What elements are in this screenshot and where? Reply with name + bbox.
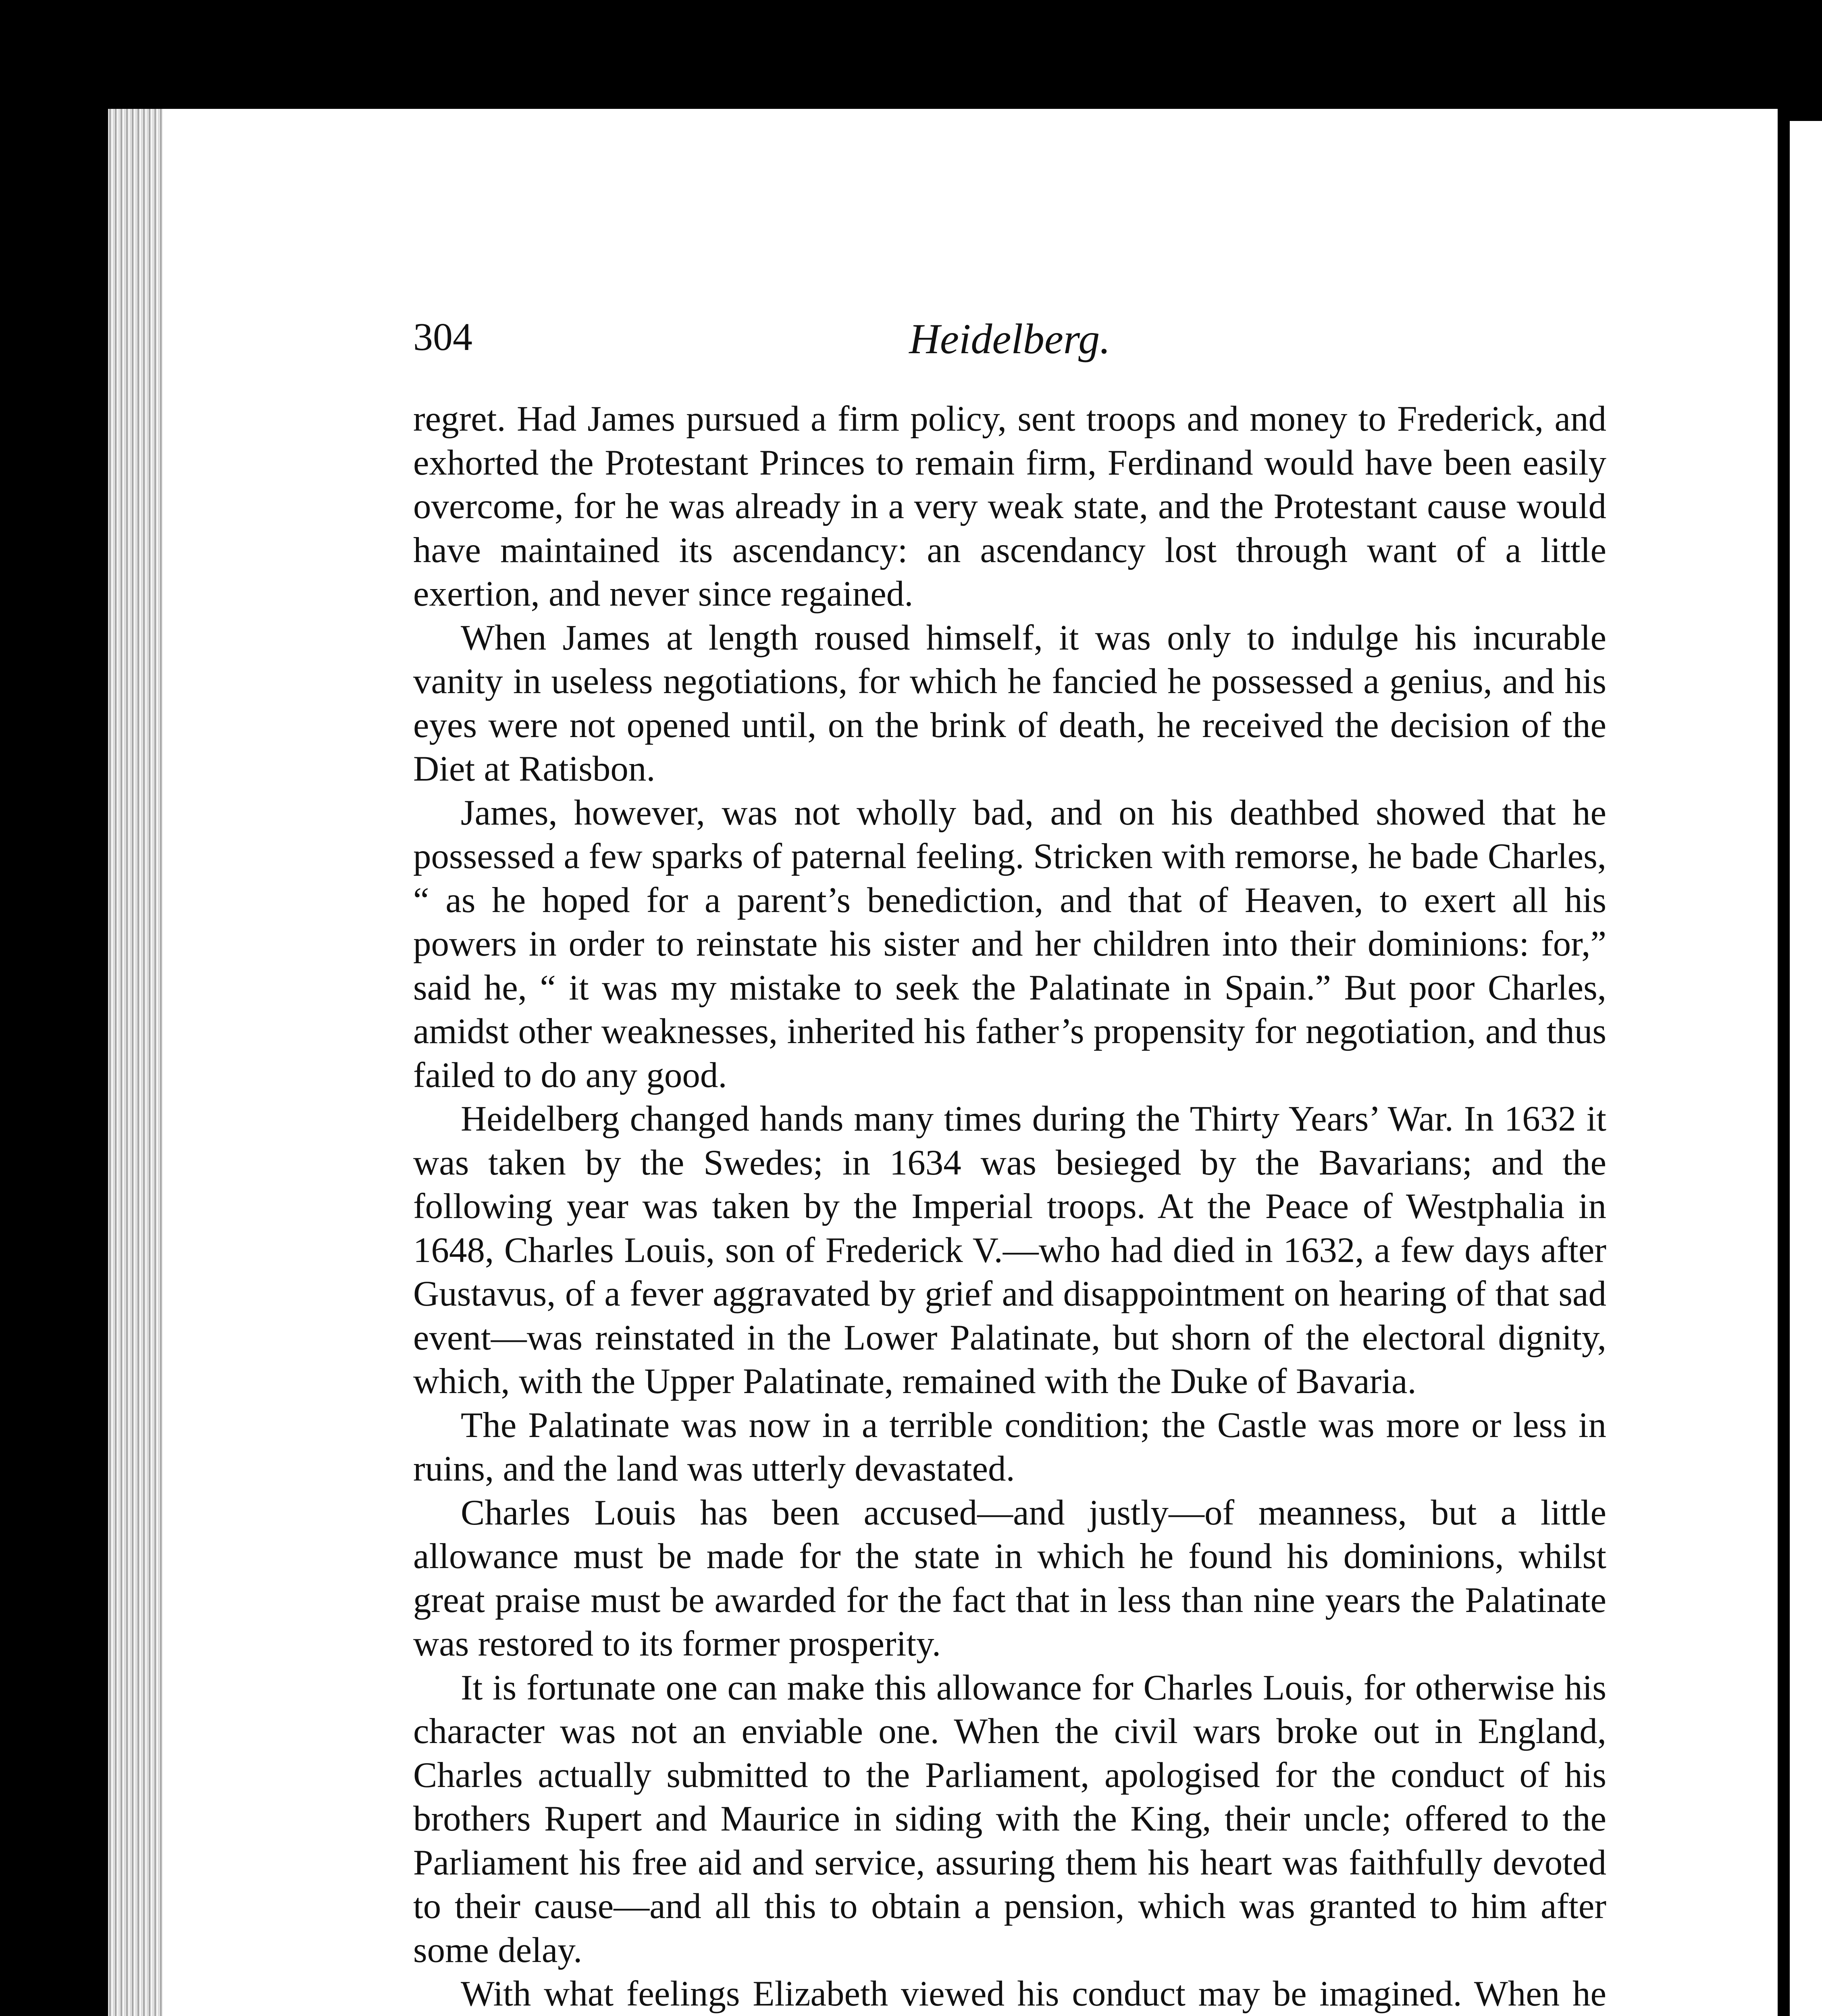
paragraph: The Palatinate was now in a terrible condition; the Castle was more or less in ruins, and the land was utterly devastated. <box>413 1405 1606 1489</box>
running-head: Heidelberg. <box>909 315 1111 362</box>
paragraph: regret. Had James pursued a firm policy, sent troops and money to Frederick, and exhorted the Protestant Princes to remain firm, Ferdinand would have been easily overcome, for he was already in a very weak state, and the Protestant cause would have maintained its ascendancy: an ascendancy lost through want of a little exertion, and never since regained. <box>413 399 1606 614</box>
paragraph: James, however, was not wholly bad, and on his deathbed showed that he possessed a few sparks of paternal feeling. Stricken with remorse, he bade Charles, “ as he hoped for a parent’s benediction, and that of Heaven, to exert all his powers in order to reinstate his sister and her children into their dominions: for,” said he, “ it was my mistake to seek the Palatinate in Spain.” But poor Charles, amidst other weaknesses, inherited his father’s propensity for negotiation, and thus failed to do any good. <box>413 793 1606 1095</box>
facing-page-edge <box>1790 121 1822 2016</box>
page-header <box>413 314 1606 367</box>
page-edge-stack <box>108 109 164 2016</box>
body-text <box>413 397 1606 2016</box>
paragraph: With what feelings Elizabeth viewed his conduct may be imagined. When he <box>461 1974 1606 2014</box>
paragraph: Charles Louis has been accused—and justly—of meanness, but a little allowance must be made for the state in which he found his dominions, whilst great praise must be awarded for the fact that in less than nine years the Palatinate was restored to its former prosperity. <box>413 1493 1606 1664</box>
page-number: 304 <box>413 315 472 359</box>
gutter-shadow <box>1778 121 1790 2016</box>
paragraph: When James at length roused himself, it was only to indulge his incurable vanity in useless negotiations, for which he fancied he possessed a genius, and his eyes were not opened until, on the brink of death, he received the decision of the Diet at Ratisbon. <box>413 618 1606 789</box>
paragraph: Heidelberg changed hands many times during the Thirty Years’ War. In 1632 it was taken by the Swedes; in 1634 was besieged by the Bavarians; and the following year was taken by the Imperial troops. At the Peace of Westphalia in 1648, Charles Louis, son of Frederick V.—who had died in 1632, a few days after Gustavus, of a fever aggravated by grief and disappointment on hearing of that sad event—was reinstated in the Lower Palatinate, but shorn of the electoral dignity, which, with the Upper Palatinate, remained with the Duke of Bavaria. <box>413 1099 1606 1401</box>
paragraph: It is fortunate one can make this allowance for Charles Louis, for otherwise his character was not an enviable one. When the civil wars broke out in England, Charles actually submitted to the Parliament, apologised for the conduct of his brothers Rupert and Maurice in siding with the King, their uncle; offered to the Parliament his free aid and service, assuring them his heart was faithfully devoted to their cause—and all this to obtain a pension, which was granted to him after some delay. <box>413 1668 1606 1970</box>
